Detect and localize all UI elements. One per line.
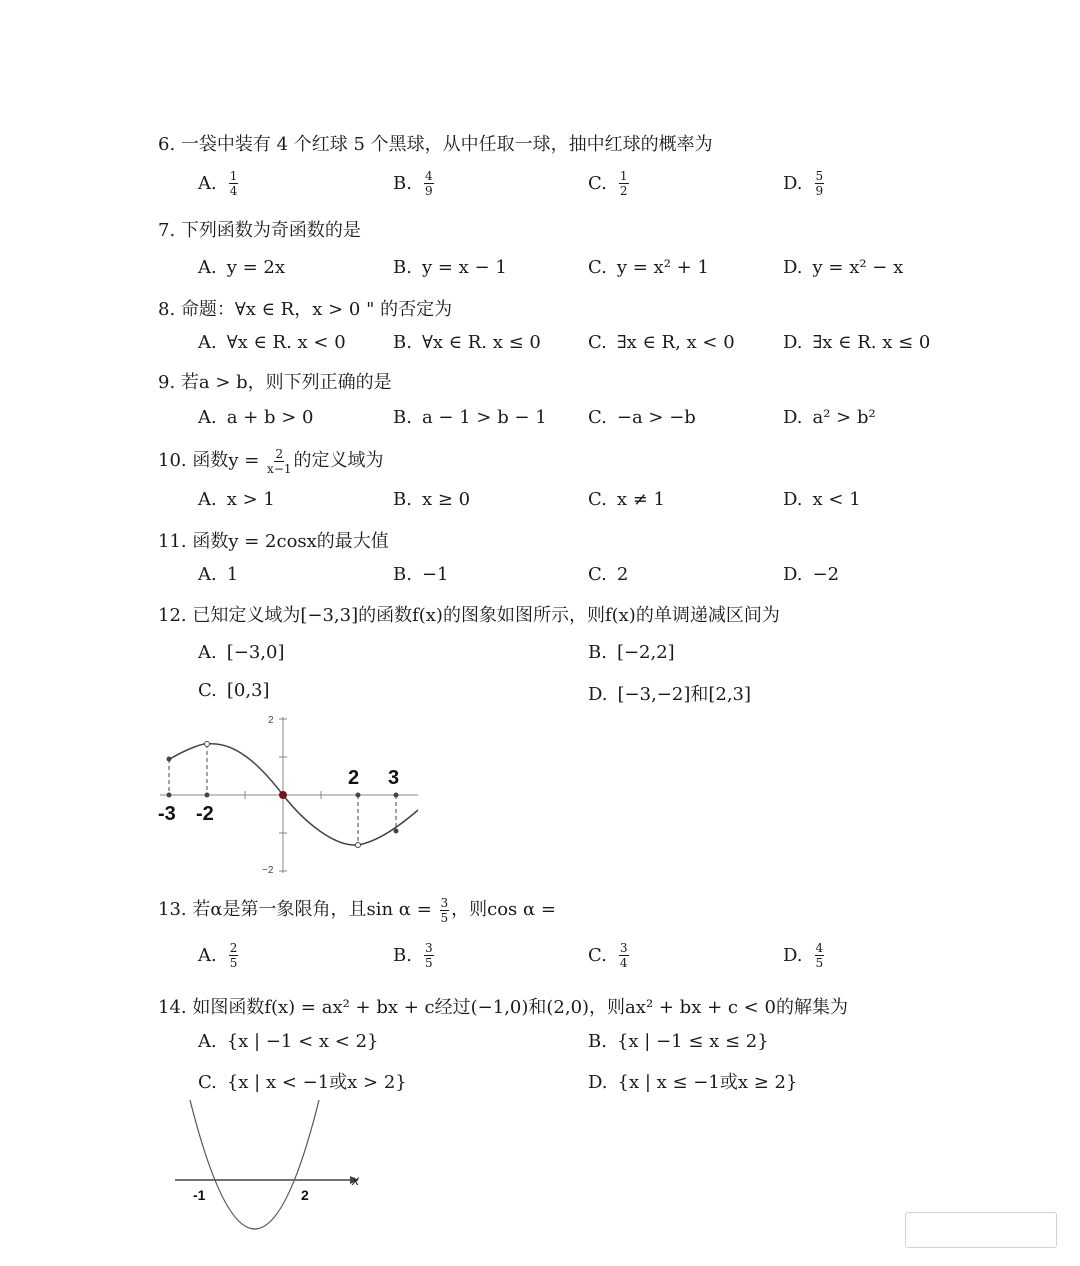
q7-option-a[interactable]: A. y = 2x bbox=[198, 257, 286, 278]
q13-option-d[interactable]: D. $\frac{4}{5}$ bbox=[783, 941, 824, 970]
question-6-stem: 6. 一袋中装有 4 个红球 5 个黑球，从中任取一球，抽中红球的概率为 bbox=[158, 134, 713, 155]
q14-option-d[interactable]: D. {x | x ≤ −1或x ≥ 2} bbox=[588, 1072, 798, 1093]
q10-option-c[interactable]: C. x ≠ 1 bbox=[588, 489, 665, 510]
label-neg3: -3 bbox=[158, 803, 176, 825]
q14-option-b[interactable]: B. {x | −1 ≤ x ≤ 2} bbox=[588, 1031, 769, 1052]
question-13-stem: 13. 若α是第一象限角，且sin α = $\frac{3}{5}$ ，则cos α = bbox=[158, 895, 556, 925]
question-7-stem: 7. 下列函数为奇函数的是 bbox=[158, 220, 361, 241]
question-8-stem: 8. 命题：∀x ∈ R，x > 0 " 的否定为 bbox=[158, 299, 453, 320]
q7-option-c[interactable]: C. y = x² + 1 bbox=[588, 257, 709, 278]
q7-option-b[interactable]: B. y = x − 1 bbox=[393, 257, 507, 278]
q13-option-a[interactable]: A. $\frac{2}{5}$ bbox=[198, 941, 238, 970]
q9-option-a[interactable]: A. a + b > 0 bbox=[198, 407, 314, 428]
q13-option-b[interactable]: B. $\frac{3}{5}$ bbox=[393, 941, 433, 970]
parabola-curve bbox=[190, 1100, 319, 1229]
y-tick-bottom: −2 bbox=[262, 865, 274, 876]
label-2: 2 bbox=[348, 767, 360, 789]
question-9-stem: 9. 若a > b，则下列正确的是 bbox=[158, 372, 392, 393]
question-12-stem: 12. 已知定义域为[−3,3]的函数f(x)的图象如图所示，则f(x)的单调递减区间为 bbox=[158, 605, 780, 626]
q12-option-a[interactable]: A. [−3,0] bbox=[198, 642, 285, 663]
root-label-right: 2 bbox=[301, 1187, 309, 1203]
q10-option-b[interactable]: B. x ≥ 0 bbox=[393, 489, 471, 510]
question-14-stem: 14. 如图函数f(x) = ax² + bx + c经过(−1,0)和(2,0)，则ax² + bx + c < 0的解集为 bbox=[158, 997, 848, 1018]
q11-option-a[interactable]: A. 1 bbox=[198, 564, 239, 585]
q14-option-a[interactable]: A. {x | −1 < x < 2} bbox=[198, 1031, 379, 1052]
q14-option-c[interactable]: C. {x | x < −1或x > 2} bbox=[198, 1072, 407, 1093]
q6-option-c[interactable]: C. $\frac{1}{2}$ bbox=[588, 169, 628, 198]
q7-option-d[interactable]: D. y = x² − x bbox=[783, 257, 904, 278]
q8-option-d[interactable]: D. ∃x ∈ R. x ≤ 0 bbox=[783, 332, 931, 353]
label-3: 3 bbox=[388, 767, 400, 789]
q9-option-d[interactable]: D. a² > b² bbox=[783, 407, 876, 428]
q11-option-b[interactable]: B. −1 bbox=[393, 564, 449, 585]
q14-parabola-graph bbox=[165, 1098, 375, 1253]
y-tick-top: 2 bbox=[268, 715, 274, 726]
q11-option-c[interactable]: C. 2 bbox=[588, 564, 629, 585]
q6-option-a[interactable]: A. $\frac{1}{4}$ bbox=[198, 169, 238, 198]
question-10-stem: 10. 函数y = $\frac{2}{x-1}$ 的定义域为 bbox=[158, 446, 384, 476]
watermark-box bbox=[905, 1212, 1057, 1248]
q8-option-b[interactable]: B. ∀x ∈ R. x ≤ 0 bbox=[393, 332, 541, 353]
q13-option-c[interactable]: C. $\frac{3}{4}$ bbox=[588, 941, 628, 970]
q12-function-graph bbox=[150, 705, 430, 885]
q6-option-b[interactable]: B. $\frac{4}{9}$ bbox=[393, 169, 433, 198]
q6-option-d[interactable]: D. $\frac{5}{9}$ bbox=[783, 169, 824, 198]
axis-label-x: x bbox=[352, 1172, 359, 1188]
root-label-left: -1 bbox=[193, 1187, 206, 1203]
q9-option-c[interactable]: C. −a > −b bbox=[588, 407, 696, 428]
q11-option-d[interactable]: D. −2 bbox=[783, 564, 840, 585]
label-neg2: -2 bbox=[196, 803, 214, 825]
q10-option-d[interactable]: D. x < 1 bbox=[783, 489, 861, 510]
question-11-stem: 11. 函数y = 2cosx的最大值 bbox=[158, 531, 389, 552]
q12-option-c[interactable]: C. [0,3] bbox=[198, 680, 270, 701]
q10-option-a[interactable]: A. x > 1 bbox=[198, 489, 275, 510]
q8-option-a[interactable]: A. ∀x ∈ R. x < 0 bbox=[198, 332, 346, 353]
q8-option-c[interactable]: C. ∃x ∈ R, x < 0 bbox=[588, 332, 735, 353]
q12-option-b[interactable]: B. [−2,2] bbox=[588, 642, 675, 663]
origin-point bbox=[279, 791, 287, 799]
q12-option-d[interactable]: D. [−3,−2]和[2,3] bbox=[588, 684, 752, 705]
q9-option-b[interactable]: B. a − 1 > b − 1 bbox=[393, 407, 547, 428]
